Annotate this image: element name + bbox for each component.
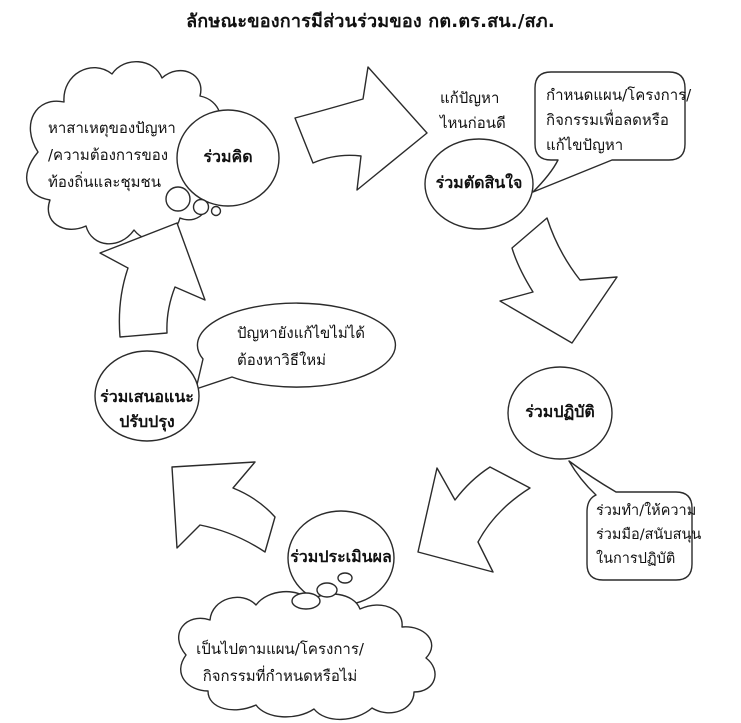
suggest-speech-line-1: ปัญหายังแก้ไขไม่ได้ (237, 324, 365, 342)
decide-speech-line-3: แก้ไขปัญหา (546, 136, 624, 154)
evaluate-node-label: ร่วมประเมินผล (290, 547, 392, 566)
evaluate-trail-bubble-large (292, 593, 320, 609)
think-node-label: ร่วมคิด (203, 147, 253, 166)
arrow-think-to-decide (295, 67, 427, 190)
think-cloud-line-1: หาสาเหตุของปัญหา (48, 119, 176, 137)
suggest-speech-text (237, 320, 365, 374)
think-trail-bubble-small (212, 207, 221, 216)
think-trail-bubble-medium (194, 200, 209, 215)
suggest-speech-line-2: ต้องหาวิธีใหม่ (237, 351, 327, 369)
decide-node-label: ร่วมตัดสินใจ (435, 173, 523, 192)
act-speech-line-2: ร่วมมือ/สนับสนุน (596, 527, 702, 543)
decide-thought-line-1: แก้ปัญหา (440, 89, 500, 107)
page-title: ลักษณะของการมีส่วนร่วมของ กต.ตร.สน./สภ. (186, 11, 555, 32)
arrow-act-to-evaluate (418, 467, 530, 572)
act-speech-text (596, 499, 701, 571)
act-speech-line-1: ร่วมทำ/ให้ความ (596, 503, 697, 519)
evaluate-trail-bubble-medium (317, 583, 337, 597)
decide-speech-text (546, 83, 691, 158)
think-cloud-text (48, 115, 176, 196)
suggest-node-label-line-2: ปรับปรุง (119, 412, 175, 431)
evaluate-cloud-text (170, 636, 390, 690)
act-node-label: ร่วมปฏิบัติ (525, 402, 595, 421)
suggest-node-label (82, 384, 212, 434)
suggest-node-label-line-1: ร่วมเสนอแนะ (100, 387, 194, 406)
decide-speech-line-2: กิจกรรมเพื่อลดหรือ (546, 111, 669, 129)
decide-thought-text (440, 86, 506, 136)
decide-speech-line-1: กำหนดแผน/โครงการ/ (546, 86, 692, 104)
evaluate-trail-bubble-small (338, 573, 352, 583)
arrow-decide-to-act (500, 218, 617, 343)
evaluate-cloud-line-2: กิจกรรมที่กำหนดหรือไม่ (202, 667, 358, 685)
decide-thought-line-2: ไหนก่อนดี (440, 114, 506, 132)
arrow-evaluate-to-suggest (172, 462, 275, 552)
think-cloud-line-2: /ความต้องการของ (48, 146, 169, 164)
act-speech-line-3: ในการปฏิบัติ (596, 551, 676, 567)
evaluate-cloud-line-1: เป็นไปตามแผน/โครงการ/ (196, 640, 364, 658)
think-cloud-line-3: ท้องถิ่นและชุมชน (48, 173, 161, 191)
